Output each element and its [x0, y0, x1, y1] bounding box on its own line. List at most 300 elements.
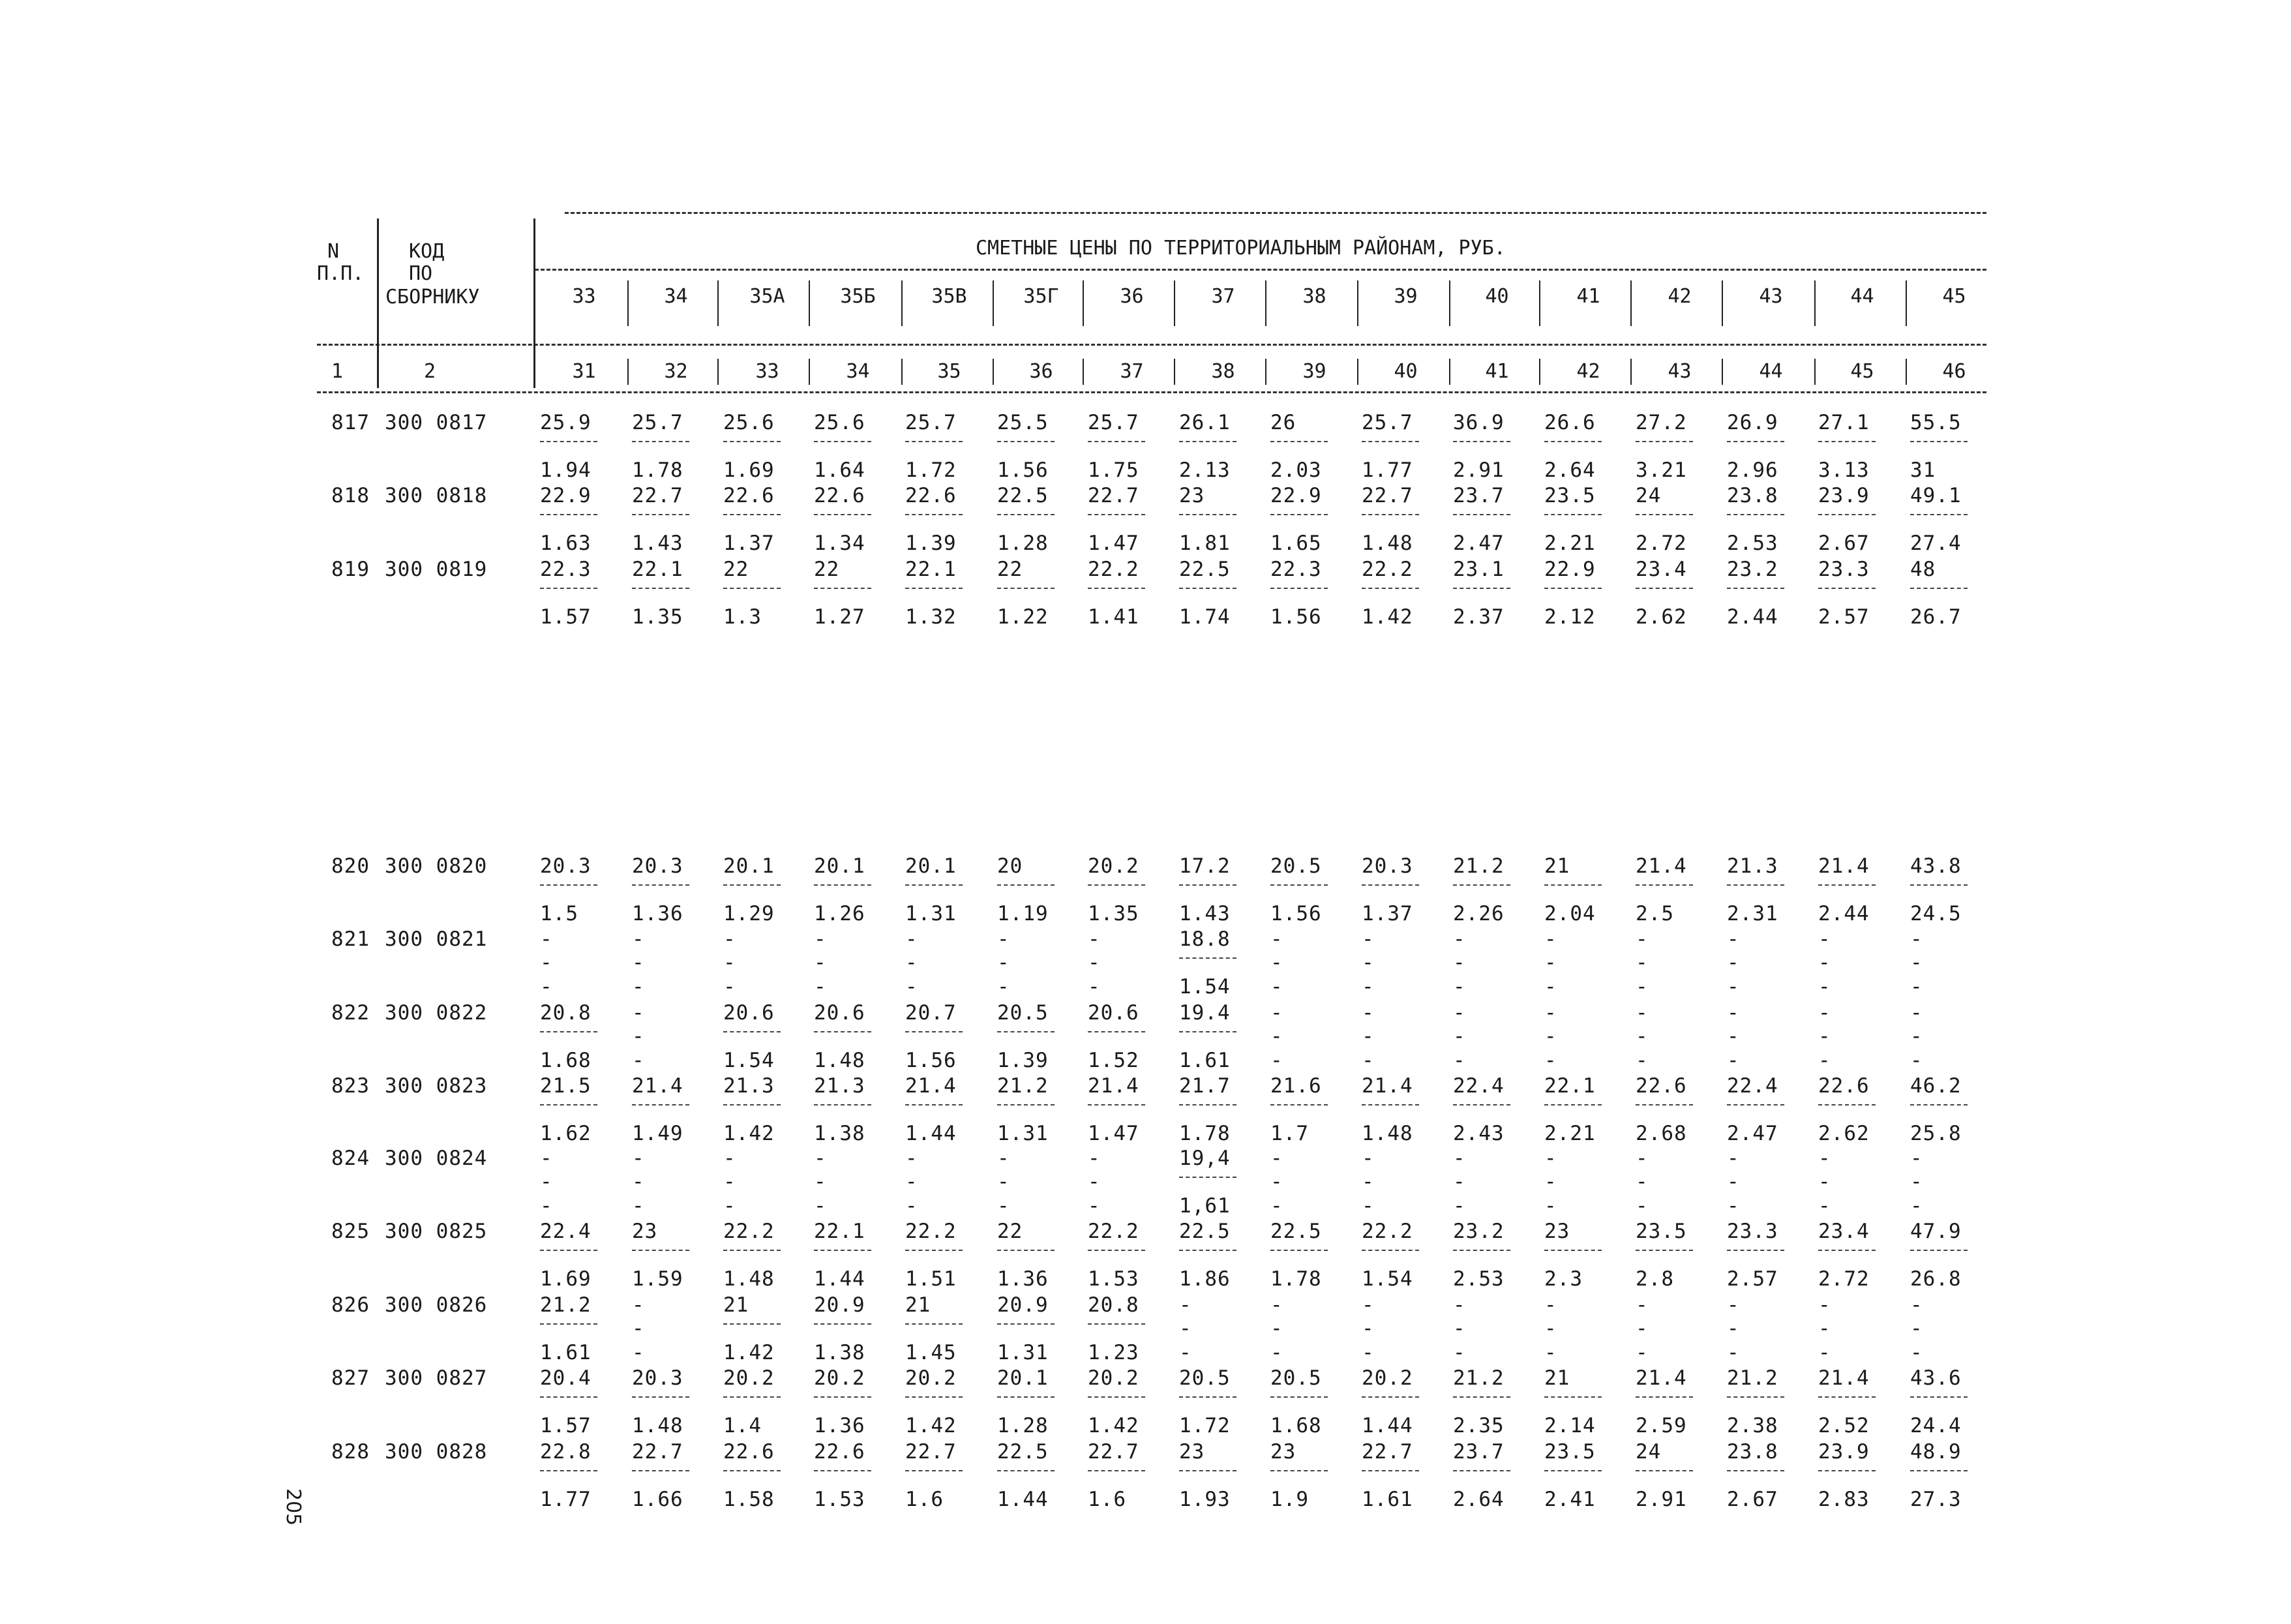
cell-top-value: 20.2 [905, 1366, 957, 1390]
row-code: 300 0819 [385, 558, 488, 581]
cell-top-value: 22.1 [905, 558, 957, 581]
cell-bottom-value: 2.53 [1727, 532, 1778, 555]
cell-bottom-value: 2.31 [1727, 902, 1778, 925]
cell-bottom-value: - [1727, 1194, 1740, 1218]
cell-top-value: 43.6 [1910, 1366, 1962, 1390]
cell-top-value: 23.1 [1453, 558, 1505, 581]
cell-top-value: - [1362, 1147, 1375, 1170]
fraction-bar [905, 884, 963, 886]
cell-bottom-value: 24.5 [1910, 902, 1962, 925]
cell-bottom-value: 2.21 [1544, 1122, 1596, 1145]
cell-top-value: 36.9 [1453, 411, 1505, 434]
row-code: 300 0820 [385, 854, 488, 878]
cell-top-value: 21.4 [632, 1074, 683, 1098]
cell-bottom-value: - [814, 1194, 827, 1218]
fraction-bar [540, 588, 597, 589]
fraction-bar [1818, 514, 1876, 515]
fraction-bar [905, 1323, 963, 1325]
fraction-bar [1362, 1104, 1419, 1105]
cell-top-value: 20.1 [997, 1366, 1049, 1390]
cell-mid-dash: - [1636, 951, 1649, 974]
cell-top-value: 20.3 [1362, 854, 1413, 878]
cell-top-value: 22.1 [814, 1220, 865, 1243]
cell-bottom-value: 2.57 [1727, 1267, 1778, 1291]
fraction-bar [1270, 1104, 1328, 1105]
cell-bottom-value: 1.6 [1088, 1488, 1126, 1511]
fraction-bar [1910, 1104, 1968, 1105]
cell-top-value: - [1818, 1147, 1831, 1170]
cell-top-value: - [1727, 1147, 1740, 1170]
cell-top-value: 21.3 [814, 1074, 865, 1098]
fraction-bar [1636, 1396, 1693, 1398]
cell-top-value: 21.4 [1636, 1366, 1687, 1390]
cell-bottom-value: 31 [1910, 459, 1936, 482]
cell-top-value: 21.5 [540, 1074, 591, 1098]
cell-bottom-value: - [632, 1341, 645, 1364]
fraction-bar [632, 1470, 689, 1471]
cell-mid-dash: - [1910, 1170, 1923, 1194]
sep-colnum [1265, 359, 1266, 385]
cell-top-value: - [997, 927, 1010, 951]
colnum: 33 [755, 360, 779, 383]
fraction-bar [1362, 588, 1419, 589]
region-header: 40 [1485, 285, 1509, 308]
cell-bottom-value: 1.72 [905, 459, 957, 482]
fraction-bar [1544, 1104, 1602, 1105]
cell-bottom-value: 1.54 [1179, 975, 1231, 999]
sep-colnum [1174, 359, 1175, 385]
colnum: 38 [1211, 360, 1235, 383]
cell-mid-dash: - [1453, 1170, 1466, 1194]
fraction-bar [1088, 884, 1145, 886]
cell-bottom-value: 1.42 [1088, 1414, 1139, 1437]
fraction-bar [1088, 1250, 1145, 1251]
cell-bottom-value: 1.69 [723, 459, 775, 482]
cell-bottom-value: 1.94 [540, 459, 591, 482]
fraction-bar [1088, 1396, 1145, 1398]
fraction-bar [632, 884, 689, 886]
row-number: 817 [331, 411, 370, 434]
cell-top-value: 22 [723, 558, 749, 581]
cell-bottom-value: - [632, 975, 645, 999]
cell-top-value: 22.6 [1636, 1074, 1687, 1098]
cell-top-value: 21.2 [540, 1293, 591, 1317]
fraction-bar [1453, 1250, 1510, 1251]
cell-top-value: - [905, 927, 918, 951]
cell-bottom-value: 2.8 [1636, 1267, 1674, 1291]
sep-colnum [901, 359, 903, 385]
cell-bottom-value: 1.57 [540, 605, 591, 629]
cell-top-value: 23.7 [1453, 484, 1505, 507]
cell-mid-dash: - [1727, 951, 1740, 974]
sep-region [1539, 280, 1540, 326]
cell-top-value: - [814, 1147, 827, 1170]
fraction-bar [1910, 1396, 1968, 1398]
row-code: 300 0824 [385, 1147, 488, 1170]
cell-bottom-value: 1.45 [905, 1341, 957, 1364]
colnum: 44 [1759, 360, 1783, 383]
cell-top-value: 22.5 [1179, 558, 1231, 581]
cell-mid-dash: - [1270, 951, 1283, 974]
cell-bottom-value: - [905, 975, 918, 999]
cell-bottom-value: 2.64 [1453, 1488, 1505, 1511]
cell-bottom-value: 26.7 [1910, 605, 1962, 629]
cell-bottom-value: 2.35 [1453, 1414, 1505, 1437]
fraction-bar [1636, 1104, 1693, 1105]
cell-top-value: - [632, 1293, 645, 1317]
cell-bottom-value: 2.67 [1727, 1488, 1778, 1511]
cell-bottom-value: 1.69 [540, 1267, 591, 1291]
cell-bottom-value: - [1910, 1341, 1923, 1364]
fraction-bar [1544, 1250, 1602, 1251]
fraction-bar [540, 1396, 597, 1398]
colnum: 36 [1029, 360, 1053, 383]
cell-top-value: - [1544, 1001, 1557, 1025]
cell-top-value: 19,4 [1179, 1147, 1231, 1170]
fraction-bar [1088, 1323, 1145, 1325]
row-number: 823 [331, 1074, 370, 1098]
fraction-bar [1179, 1470, 1236, 1471]
cell-top-value: 22 [814, 558, 840, 581]
cell-top-value: - [1453, 1293, 1466, 1317]
fraction-bar [723, 1396, 781, 1398]
fraction-bar [814, 514, 871, 515]
fraction-bar [723, 1250, 781, 1251]
cell-top-value: - [1453, 927, 1466, 951]
cell-top-value: 20.5 [1179, 1366, 1231, 1390]
cell-mid-dash: - [1088, 951, 1101, 974]
cell-top-value: 21.3 [1727, 854, 1778, 878]
cell-bottom-value: 1.29 [723, 902, 775, 925]
cell-bottom-value: 1.37 [1362, 902, 1413, 925]
cell-bottom-value: 1.54 [1362, 1267, 1413, 1291]
cell-bottom-value: 2.53 [1453, 1267, 1505, 1291]
fraction-bar [1910, 441, 1968, 442]
colnum: 45 [1850, 360, 1874, 383]
cell-bottom-value: 1.28 [997, 1414, 1049, 1437]
cell-bottom-value: - [905, 1194, 918, 1218]
cell-bottom-value: - [1453, 1049, 1466, 1072]
cell-bottom-value: 1.37 [723, 532, 775, 555]
cell-mid-dash: - [1727, 1317, 1740, 1340]
cell-bottom-value: - [997, 975, 1010, 999]
fraction-bar [632, 588, 689, 589]
fraction-bar [997, 1031, 1055, 1032]
cell-top-value: 22.2 [1088, 1220, 1139, 1243]
fraction-bar [723, 884, 781, 886]
fraction-bar [632, 441, 689, 442]
cell-bottom-value: 1.93 [1179, 1488, 1231, 1511]
fraction-bar [1088, 1104, 1145, 1105]
cell-bottom-value: 1.56 [997, 459, 1049, 482]
cell-bottom-value: 2.5 [1636, 902, 1674, 925]
cell-bottom-value: - [1818, 1049, 1831, 1072]
cell-bottom-value: 1.38 [814, 1341, 865, 1364]
sep-colnum [1906, 359, 1907, 385]
fraction-bar [1179, 514, 1236, 515]
cell-bottom-value: - [1727, 1049, 1740, 1072]
cell-bottom-value: - [723, 1194, 736, 1218]
cell-top-value: 21.4 [1088, 1074, 1139, 1098]
cell-bottom-value: 1.44 [1362, 1414, 1413, 1437]
cell-top-value: - [1270, 927, 1283, 951]
fraction-bar [1270, 884, 1328, 886]
rule-under-regions [317, 344, 1986, 346]
cell-bottom-value: 2.62 [1636, 605, 1687, 629]
cell-top-value: 46.2 [1910, 1074, 1962, 1098]
region-header: 45 [1942, 285, 1966, 308]
cell-top-value: 22.4 [1727, 1074, 1778, 1098]
cell-top-value: 21.4 [1818, 854, 1870, 878]
fraction-bar [1636, 588, 1693, 589]
region-header: 37 [1211, 285, 1235, 308]
cell-top-value: 26.1 [1179, 411, 1231, 434]
cell-bottom-value: 1.52 [1088, 1049, 1139, 1072]
cell-bottom-value: - [1453, 975, 1466, 999]
fraction-bar [1544, 884, 1602, 886]
cell-top-value: 18.8 [1179, 927, 1231, 951]
cell-bottom-value: 2.03 [1270, 459, 1322, 482]
cell-bottom-value: 1.49 [632, 1122, 683, 1145]
cell-bottom-value: 1.35 [1088, 902, 1139, 925]
fraction-bar [1727, 441, 1784, 442]
cell-top-value: 21.2 [1727, 1366, 1778, 1390]
cell-top-value: 22.7 [1088, 1440, 1139, 1464]
cell-top-value: 20.1 [905, 854, 957, 878]
cell-top-value: - [1453, 1147, 1466, 1170]
cell-top-value: 21.2 [1453, 1366, 1505, 1390]
fraction-bar [1818, 1104, 1876, 1105]
cell-bottom-value: - [997, 1194, 1010, 1218]
header-sborniku: СБОРНИКУ [385, 286, 480, 308]
cell-mid-dash: - [723, 951, 736, 974]
fraction-bar [1544, 514, 1602, 515]
sep-region [1174, 280, 1175, 326]
cell-bottom-value: 1.66 [632, 1488, 683, 1511]
fraction-bar [1179, 1396, 1236, 1398]
fraction-bar [1088, 588, 1145, 589]
cell-mid-dash: - [1088, 1170, 1101, 1194]
cell-bottom-value: 1.48 [632, 1414, 683, 1437]
cell-bottom-value: - [1362, 975, 1375, 999]
fraction-bar [814, 441, 871, 442]
cell-top-value: 24 [1636, 1440, 1662, 1464]
fraction-bar [997, 1250, 1055, 1251]
cell-top-value: 27.2 [1636, 411, 1687, 434]
region-header: 35Г [1023, 285, 1059, 308]
cell-bottom-value: 1.44 [905, 1122, 957, 1145]
cell-bottom-value: 2.44 [1727, 605, 1778, 629]
cell-top-value: - [1270, 1147, 1283, 1170]
cell-mid-dash: - [632, 1170, 645, 1194]
cell-bottom-value: 1.38 [814, 1122, 865, 1145]
cell-bottom-value: - [814, 975, 827, 999]
cell-top-value: 20.1 [723, 854, 775, 878]
cell-bottom-value: 27.4 [1910, 532, 1962, 555]
cell-mid-dash: - [1727, 1170, 1740, 1194]
fraction-bar [540, 514, 597, 515]
cell-bottom-value: - [1636, 1194, 1649, 1218]
cell-bottom-value: 1.61 [540, 1341, 591, 1364]
fraction-bar [1910, 588, 1968, 589]
cell-bottom-value: 1.42 [1362, 605, 1413, 629]
cell-top-value: 17.2 [1179, 854, 1231, 878]
cell-bottom-value: 1.63 [540, 532, 591, 555]
fraction-bar [723, 441, 781, 442]
cell-bottom-value: 1.68 [540, 1049, 591, 1072]
fraction-bar [814, 1396, 871, 1398]
cell-mid-dash: - [1362, 951, 1375, 974]
region-header: 39 [1394, 285, 1418, 308]
cell-bottom-value: - [1544, 1341, 1557, 1364]
cell-mid-dash: - [1544, 1317, 1557, 1340]
cell-top-value: 20.6 [723, 1001, 775, 1025]
cell-bottom-value: - [1910, 975, 1923, 999]
fraction-bar [1179, 588, 1236, 589]
cell-bottom-value: 1.41 [1088, 605, 1139, 629]
sep-colnum [717, 359, 719, 385]
cell-top-value: 20.4 [540, 1366, 591, 1390]
cell-bottom-value: 3.21 [1636, 459, 1687, 482]
fraction-bar [1818, 441, 1876, 442]
cell-top-value: 22.6 [814, 1440, 865, 1464]
fraction-bar [540, 1323, 597, 1325]
fraction-bar [1636, 1470, 1693, 1471]
rule-under-title [535, 269, 1986, 271]
fraction-bar [814, 1250, 871, 1251]
fraction-bar [1727, 1104, 1784, 1105]
row-code: 300 0822 [385, 1001, 488, 1025]
cell-top-value: 22.5 [1179, 1220, 1231, 1243]
cell-top-value: 22.2 [1362, 1220, 1413, 1243]
cell-bottom-value: 1.51 [905, 1267, 957, 1291]
cell-bottom-value: 2.43 [1453, 1122, 1505, 1145]
row-number: 827 [331, 1366, 370, 1390]
region-header: 35В [931, 285, 967, 308]
fraction-bar [1453, 514, 1510, 515]
cell-bottom-value: 1.35 [632, 605, 683, 629]
fraction-bar [1636, 441, 1693, 442]
fraction-bar [1270, 588, 1328, 589]
fraction-bar [905, 514, 963, 515]
cell-top-value: 23.2 [1727, 558, 1778, 581]
cell-mid-dash: - [1544, 1025, 1557, 1048]
cell-top-value: - [1453, 1001, 1466, 1025]
colnum: 37 [1120, 360, 1144, 383]
cell-top-value: 21.6 [1270, 1074, 1322, 1098]
cell-mid-dash: - [1818, 951, 1831, 974]
cell-bottom-value: 1.61 [1362, 1488, 1413, 1511]
cell-top-value: 22.7 [1088, 484, 1139, 507]
fraction-bar [1636, 884, 1693, 886]
cell-bottom-value: 1.42 [905, 1414, 957, 1437]
cell-bottom-value: 1.22 [997, 605, 1049, 629]
cell-bottom-value: 2.91 [1636, 1488, 1687, 1511]
cell-bottom-value: 2.59 [1636, 1414, 1687, 1437]
cell-top-value: - [723, 927, 736, 951]
cell-top-value: 25.7 [1088, 411, 1139, 434]
cell-bottom-value: - [1179, 1341, 1192, 1364]
fraction-bar [1088, 1031, 1145, 1032]
cell-bottom-value: 1.26 [814, 902, 865, 925]
cell-mid-dash: - [723, 1170, 736, 1194]
region-header: 44 [1850, 285, 1874, 308]
sep-region [901, 280, 903, 326]
cell-bottom-value: 2.26 [1453, 902, 1505, 925]
cell-bottom-value: 1.77 [1362, 459, 1413, 482]
rule-under-numbers [317, 391, 1986, 393]
fraction-bar [814, 884, 871, 886]
fraction-bar [723, 1470, 781, 1471]
fraction-bar [1179, 1177, 1236, 1178]
sep-colnum [627, 359, 629, 385]
cell-top-value: 23 [1544, 1220, 1570, 1243]
cell-bottom-value: - [1362, 1049, 1375, 1072]
fraction-bar [632, 514, 689, 515]
cell-mid-dash: - [997, 1170, 1010, 1194]
region-header: 43 [1759, 285, 1783, 308]
cell-top-value: 25.9 [540, 411, 591, 434]
cell-top-value: - [1636, 927, 1649, 951]
cell-top-value: 23.3 [1727, 1220, 1778, 1243]
cell-top-value: 22.2 [723, 1220, 775, 1243]
cell-mid-dash: - [1910, 1317, 1923, 1340]
cell-top-value: 20.6 [814, 1001, 865, 1025]
cell-top-value: - [1818, 1293, 1831, 1317]
cell-top-value: 21.2 [997, 1074, 1049, 1098]
fraction-bar [1362, 884, 1419, 886]
cell-top-value: 22.9 [540, 484, 591, 507]
cell-top-value: 20.2 [1362, 1366, 1413, 1390]
cell-top-value: - [723, 1147, 736, 1170]
cell-top-value: 22.6 [723, 1440, 775, 1464]
sep-region [993, 280, 994, 326]
cell-bottom-value: - [1544, 975, 1557, 999]
region-header: 35А [749, 285, 785, 308]
sep-code [533, 218, 535, 388]
region-header: 35Б [840, 285, 876, 308]
cell-bottom-value: - [1270, 1049, 1283, 1072]
cell-top-value: - [1544, 1293, 1557, 1317]
cell-bottom-value: 1.42 [723, 1341, 775, 1364]
sep-region [1449, 280, 1450, 326]
cell-top-value: 20.3 [540, 854, 591, 878]
cell-top-value: 20.6 [1088, 1001, 1139, 1025]
colnum: 31 [572, 360, 596, 383]
colnum: 34 [846, 360, 870, 383]
cell-bottom-value: 2.62 [1818, 1122, 1870, 1145]
cell-bottom-value: 2.12 [1544, 605, 1596, 629]
cell-bottom-value: 1.57 [540, 1414, 591, 1437]
row-number: 822 [331, 1001, 370, 1025]
fraction-bar [1544, 1396, 1602, 1398]
cell-top-value: 23.2 [1453, 1220, 1505, 1243]
cell-top-value: - [632, 1001, 645, 1025]
cell-top-value: 47.9 [1910, 1220, 1962, 1243]
cell-bottom-value: 1.53 [1088, 1267, 1139, 1291]
cell-top-value: 25.5 [997, 411, 1049, 434]
cell-top-value: 22.1 [632, 558, 683, 581]
cell-bottom-value: 2.72 [1636, 532, 1687, 555]
cell-bottom-value: - [1270, 1341, 1283, 1364]
cell-bottom-value: 1.31 [997, 1122, 1049, 1145]
cell-top-value: 21 [905, 1293, 931, 1317]
cell-top-value: 22.6 [905, 484, 957, 507]
cell-bottom-value: 1.68 [1270, 1414, 1322, 1437]
cell-top-value: - [1818, 1001, 1831, 1025]
cell-top-value: 20.9 [814, 1293, 865, 1317]
cell-top-value: 25.6 [814, 411, 865, 434]
